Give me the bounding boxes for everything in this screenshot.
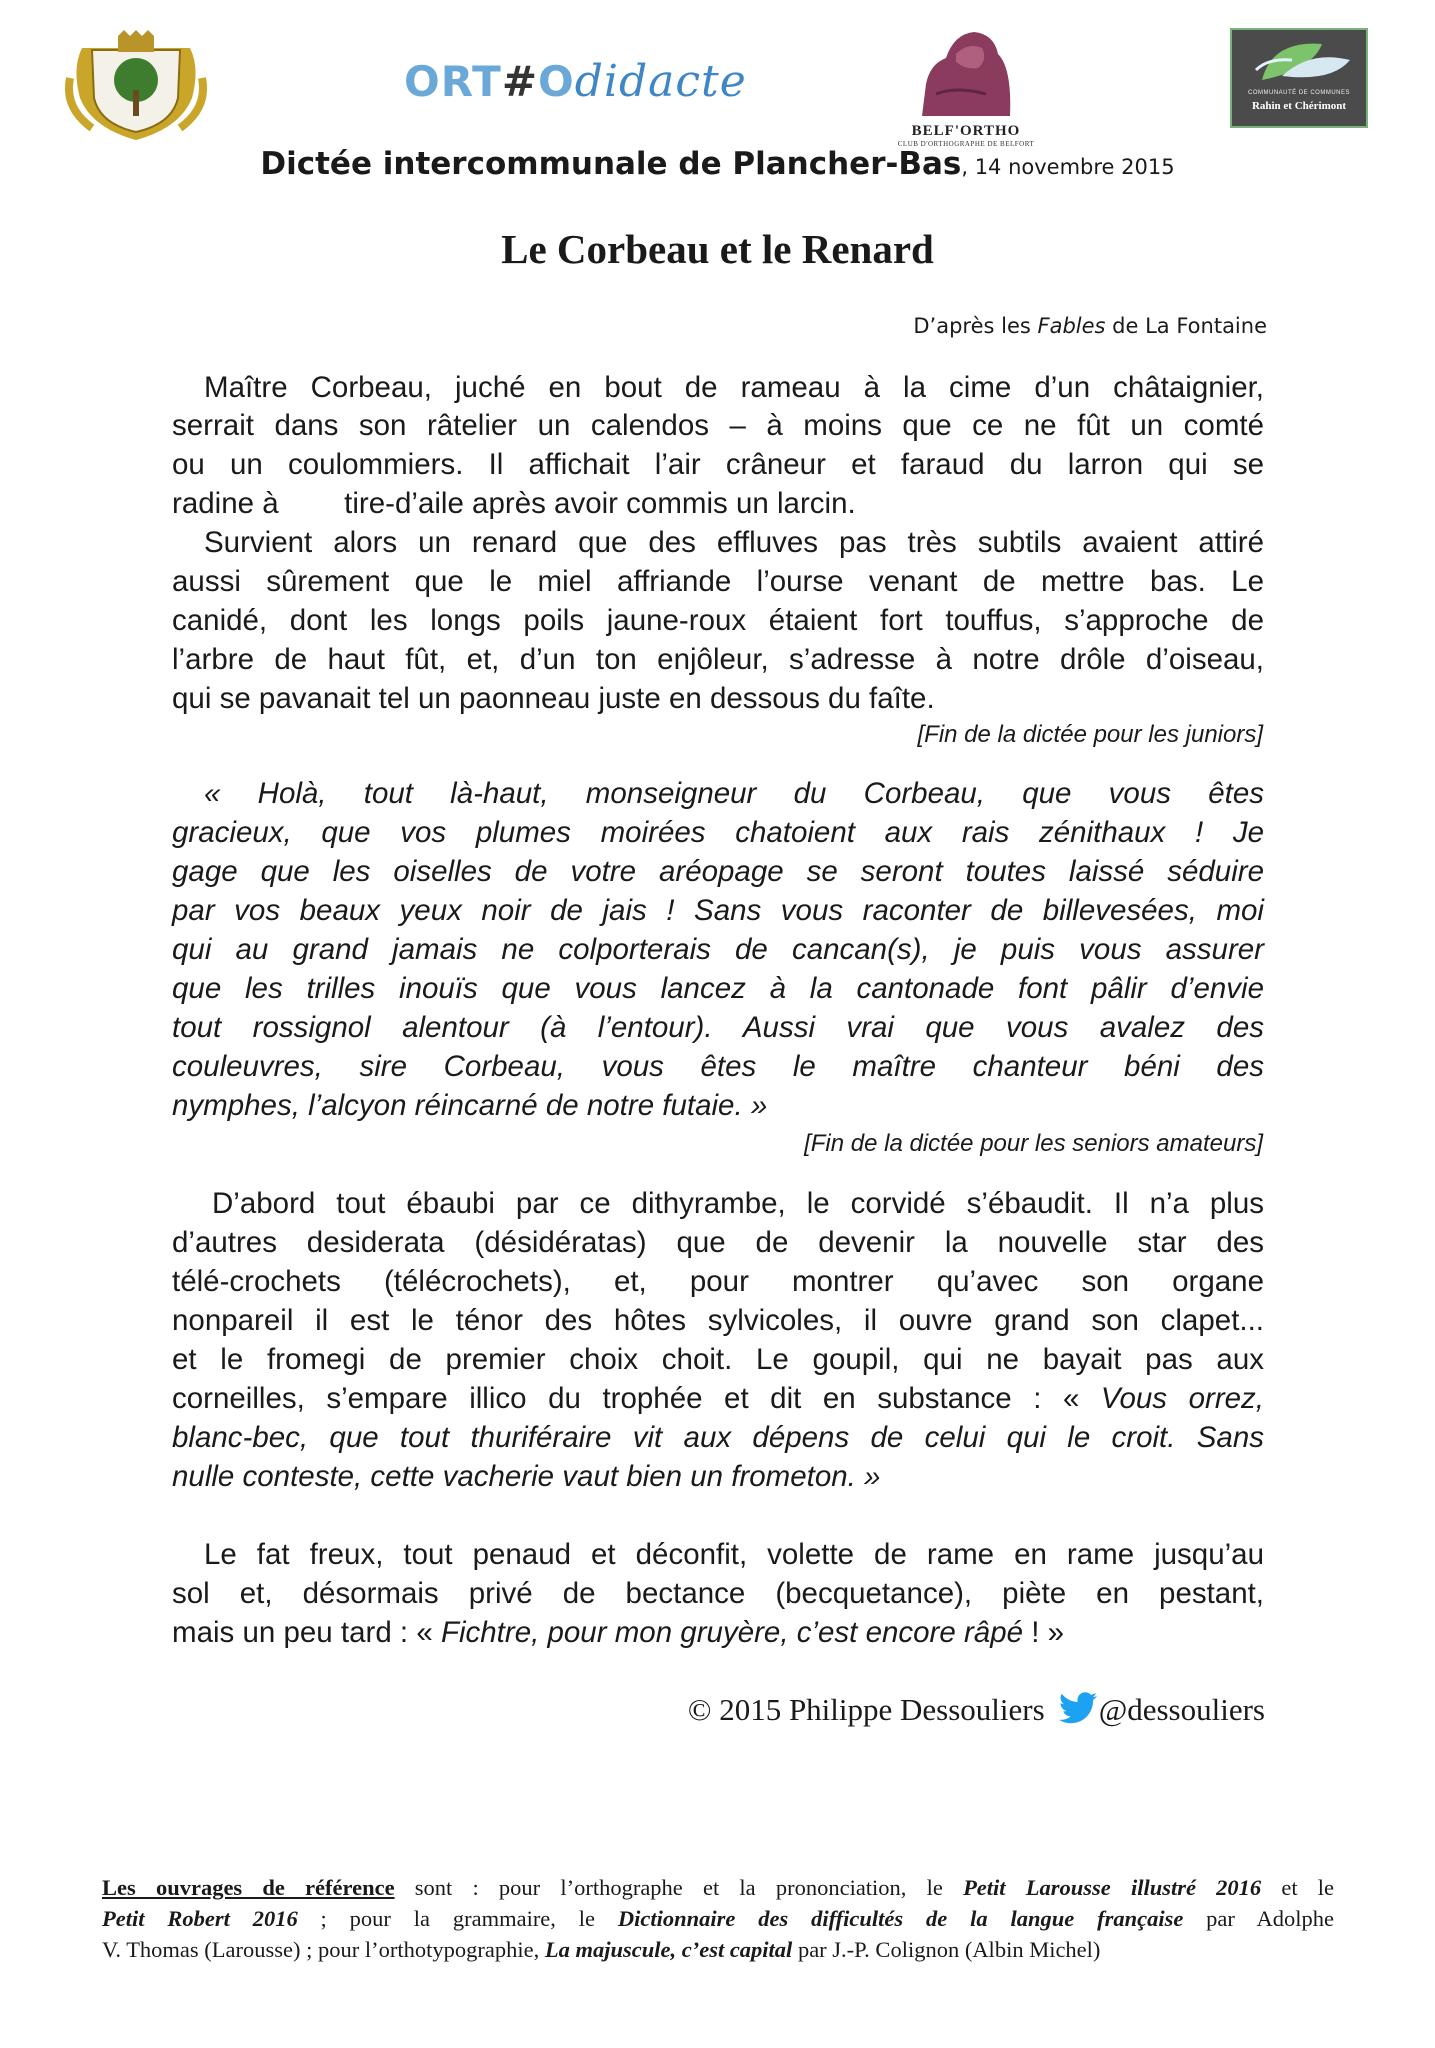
references-title: La majuscule, c’est capital	[544, 1937, 793, 1962]
paragraph4-line: nonpareil il est le ténor des hôtes sylvicoles, il ouvre grand son clapet...	[172, 1304, 1264, 1337]
paragraph3-line: couleuvres, sire Corbeau, vous êtes le maître chanteur béni des	[172, 1050, 1264, 1083]
event-heading	[0, 146, 1435, 182]
paragraph4-line	[172, 1381, 1264, 1417]
paragraph3-line: tout rossignol alentour (à l’entour). Aussi vrai que vous avalez des	[172, 1011, 1264, 1044]
belfortho-subtitle: CLUB D'ORTHOGRAPHE DE BELFORT	[897, 140, 1035, 148]
copyright-text: © 2015 Philippe Dessouliers	[687, 1692, 1045, 1727]
attribution-work: Fables	[1037, 314, 1106, 338]
paragraph1-line: ou un coulommiers. Il affichait l’air crâneur et faraud du larron qui se	[172, 448, 1264, 481]
ortho-suffix: didacte	[574, 56, 747, 107]
paragraph2-line: qui se pavanait tel un paonneau juste en dessous du faîte.	[172, 682, 935, 715]
cc-label-small: COMMUNAUTÉ DE COMMUNES	[1248, 90, 1350, 96]
ortho-prefix: ORT	[404, 57, 502, 106]
references-title: Petit Larousse illustré 2016	[963, 1875, 1262, 1900]
belfortho-logo	[888, 24, 1044, 164]
copyright	[688, 1692, 1265, 1728]
references-line	[102, 1934, 1334, 1965]
paragraph2-line: canidé, dont les longs poils jaune-roux étaient fort touffus, s’approche de	[172, 604, 1264, 637]
lion-icon	[916, 24, 1016, 120]
event-date: , 14 novembre 2015	[961, 155, 1175, 179]
paragraph1-line: radine à tire-d’aile après avoir commis un larcin.	[172, 487, 856, 520]
paragraph5-line: Le fat freux, tout penaud et déconfit, volette de rame en rame jusqu’au	[204, 1538, 1264, 1571]
paragraph2-line: l’arbre de haut fût, et, d’un ton enjôleur, s’adresse à notre drôle d’oiseau,	[172, 643, 1264, 676]
paragraph3-line: gracieux, que vos plumes moirées chatoient aux rais zénithaux ! Je	[172, 816, 1264, 849]
leaf-icon	[1232, 30, 1366, 90]
references-label: Les ouvrages de référence	[102, 1875, 395, 1900]
note-juniors: [Fin de la dictée pour les juniors]	[917, 721, 1263, 748]
paragraph1-line: serrait dans son râtelier un calendos – à moins que ce ne fût un comté	[172, 409, 1264, 442]
crest-icon	[62, 28, 210, 146]
paragraph3-line: nymphes, l’alcyon réincarné de notre futaie. »	[172, 1089, 768, 1122]
references-line	[102, 1903, 1334, 1934]
paragraph2-line: Survient alors un renard que des effluves pas très subtils avaient attiré	[204, 526, 1264, 559]
paragraph4-line: d’autres desiderata (désidératas) que de devenir la nouvelle star des	[172, 1226, 1264, 1259]
references-text: par J.-P. Colignon (Albin Michel)	[792, 1937, 1101, 1962]
paragraph3-line: par vos beaux yeux noir de jais ! Sans vous raconter de billevesées, moi	[172, 894, 1264, 927]
paragraph5-quote: Fichtre, pour mon gruyère, c’est encore râpé	[440, 1616, 1024, 1649]
paragraph4-quote: Vous orrez,	[1100, 1382, 1264, 1415]
event-name: Dictée intercommunale de Plancher-Bas	[260, 146, 962, 182]
paragraph5-text: mais un peu tard : «	[172, 1616, 441, 1649]
references-text: V. Thomas (Larousse) ; pour l’orthotypographie,	[102, 1937, 545, 1962]
paragraph1-line: Maître Corbeau, juché en bout de rameau à la cime d’un châtaignier,	[204, 371, 1264, 404]
paragraph4-text: corneilles, s’empare illico du trophée et dit en substance : «	[172, 1382, 1101, 1415]
paragraph5-line: sol et, désormais privé de bectance (becquetance), piète en pestant,	[172, 1577, 1264, 1610]
references-text: par Adolphe	[1183, 1906, 1335, 1931]
cc-label-name: Rahin et Chérimont	[1251, 100, 1347, 112]
references-text: sont : pour l’orthographe et la prononciation, le	[394, 1875, 964, 1900]
references-line	[102, 1872, 1334, 1903]
paragraph5-line	[172, 1615, 1264, 1651]
references-footer	[102, 1872, 1334, 1965]
references-title: Dictionnaire des difficultés de la langue française	[617, 1906, 1184, 1931]
belfortho-name: BELF'ORTHO	[911, 123, 1021, 139]
ortho-hash: #	[501, 57, 539, 106]
page-title: Le Corbeau et le Renard	[501, 226, 934, 272]
ortho-o: O	[538, 57, 575, 106]
paragraph4-line: et le fromegi de premier choix choit. Le goupil, qui ne bayait pas aux	[172, 1343, 1264, 1376]
paragraph2-line: aussi sûrement que le miel affriande l’ourse venant de mettre bas. Le	[172, 565, 1264, 598]
attribution-prefix: D’après les	[913, 314, 1038, 338]
attribution	[913, 314, 1267, 338]
paragraph3-line: gage que les oiselles de votre aréopage se seront toutes laissé séduire	[172, 855, 1264, 888]
municipal-crest-logo	[62, 28, 210, 146]
paragraph3-line: qui au grand jamais ne colporterais de cancan(s), je puis vous assurer	[172, 933, 1264, 966]
paragraph5-close: ! »	[1023, 1616, 1065, 1649]
paragraph4-line: télé-crochets (télécrochets), et, pour montrer qu’avec son organe	[172, 1265, 1264, 1298]
twitter-bird-icon	[1059, 1692, 1097, 1724]
paragraph4-line: nulle conteste, cette vacherie vaut bien un frometon. »	[172, 1460, 881, 1493]
paragraph4-line: D’abord tout ébaubi par ce dithyrambe, le corvidé s’ébaudit. Il n’a plus	[212, 1187, 1264, 1220]
note-seniors: [Fin de la dictée pour les seniors amateurs]	[804, 1130, 1263, 1157]
communaute-communes-logo	[1230, 28, 1368, 128]
orthodidacte-logo	[404, 56, 747, 107]
references-text: ; pour la grammaire, le	[297, 1906, 618, 1931]
twitter-handle[interactable]: @dessouliers	[1098, 1692, 1265, 1727]
references-text: et le	[1261, 1875, 1335, 1900]
paragraph3-line: que les trilles inouïs que vous lancez à la cantonade font pâlir d’envie	[172, 972, 1264, 1005]
attribution-suffix: de La Fontaine	[1105, 314, 1267, 338]
paragraph4-line: blanc-bec, que tout thuriféraire vit aux dépens de celui qui le croit. Sans	[172, 1421, 1264, 1454]
references-title: Petit Robert 2016	[102, 1906, 298, 1931]
paragraph3-line: « Holà, tout là-haut, monseigneur du Corbeau, que vous êtes	[204, 777, 1264, 810]
